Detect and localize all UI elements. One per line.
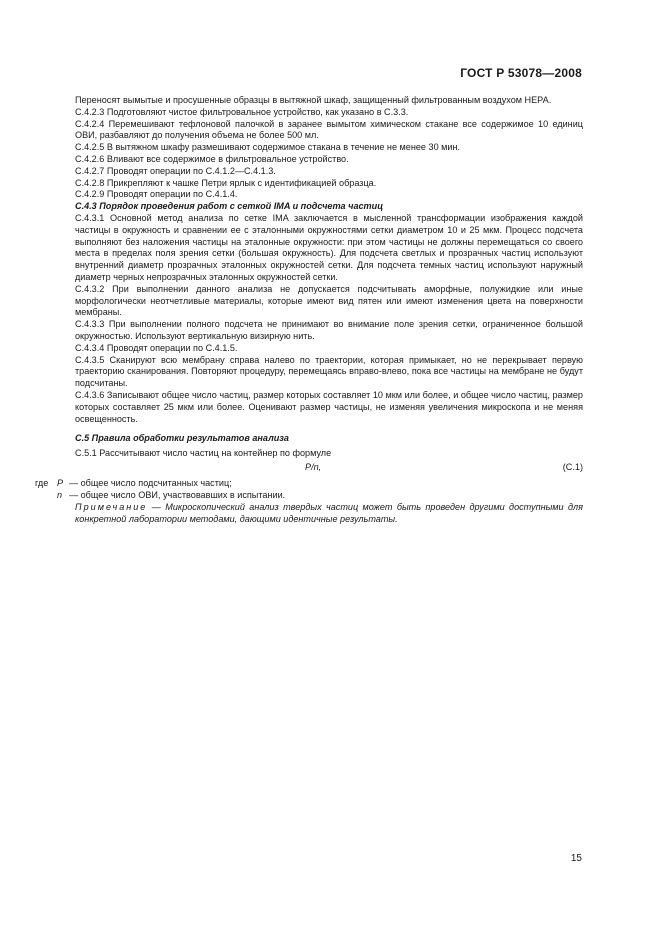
section-heading-c5: С.5 Правила обработки результатов анализа <box>75 433 289 444</box>
section-heading-c43: С.4.3 Порядок проведения работ с сеткой IMA и подсчета частиц <box>75 201 384 212</box>
paragraph-c423: С.4.2.3 Подготовляют чистое фильтровальное устройство, как указано в С.3.3. <box>75 106 409 117</box>
note-label: Примечание <box>75 501 148 512</box>
page-number: 15 <box>570 853 582 864</box>
paragraph-c429: С.4.2.9 Проводят операции по С.4.1.4. <box>75 189 238 200</box>
formula-legend <box>35 477 583 502</box>
legend-text-p: — общее число подсчитанных частиц; <box>69 477 232 488</box>
legend-row-p <box>35 477 583 490</box>
note-paragraph <box>75 502 583 526</box>
legend-text-n: — общее число ОВИ, участвовавших в испытании. <box>69 489 286 500</box>
paragraph-c436: С.4.3.6 Записывают общее число частиц, размер которых составляет 10 мкм или более, и общее число частиц, размер которых составляет 25 мкм или более. Оценивают размер частицы, не изменяя увеличения микроскопа и не меняя освещенность. <box>75 389 583 424</box>
formula-number: (С.1) <box>562 461 583 472</box>
document-header-id: ГОСТ Р 53078—2008 <box>460 66 582 80</box>
paragraph-c425: С.4.2.5 В вытяжном шкафу размешивают содержимое стакана в течение не менее 30 мин. <box>75 142 461 153</box>
paragraph-c435: С.4.3.5 Сканируют всю мембрану справа налево по траектории, которая примыкает, но не перекрывает первую траекторию сканирования. Повторяют процедуру, перемещаясь вправо-влево, пока все частицы на мембране не будут подсчитаны. <box>75 354 583 389</box>
paragraph-c432: С.4.3.2 При выполнении данного анализа не допускается подсчитывать аморфные, полужидкие или иные морфологически неотчетливые материалы, которые имеют вид пятен или имеют изменения цвета на поверхности мембраны. <box>75 283 583 318</box>
legend-prefix: где <box>35 477 49 488</box>
formula-expression: P/n, <box>305 461 322 472</box>
paragraph-c428: С.4.2.8 Прикрепляют к чашке Петри ярлык с идентификацией образца. <box>75 177 377 188</box>
paragraph-c431: С.4.3.1 Основной метод анализа по сетке IMA заключается в мысленной трансформации изображения каждой частицы в окружность и сравнении ее с эталонными окружностями сетки диаметром 10 и 25 мкм. Процесс подсчета выполняют без наложения частицы на эталонные окружности: при этом частицы не должны перемещаться со своего места в пределах поля зрения сетки (большая окружность). Для подсчета светлых и прозрачных частиц используют внутренний диаметр прозрачных эталонных окружностей сетки. Для подсчета темных частиц используют наружный диаметр черных непрозрачных эталонных окружностей сетки. <box>75 212 583 282</box>
paragraph-c424: С.4.2.4 Перемешивают тефлоновой палочкой в заранее вымытом химическом стакане все содержимое 10 единиц ОВИ, разбавляют до получения объема не более 500 мл. <box>75 118 583 141</box>
paragraph-c433: С.4.3.3 При выполнении полного подсчета не принимают во внимание поле зрения сетки, ограниченное большой окружностью. Используют вертикальную визирную нить. <box>75 319 583 341</box>
document-body <box>35 95 584 526</box>
paragraph-c426: С.4.2.6 Вливают все содержимое в фильтровальное устройство. <box>75 153 349 164</box>
paragraph-intro: Переносят вымытые и просушенные образцы в вытяжной шкаф, защищенный фильтрованным воздухом НЕРА. <box>75 95 552 105</box>
legend-symbol-n: n <box>57 489 63 500</box>
paragraph-c427: С.4.2.7 Проводят операции по С.4.1.2—С.4.1.3. <box>75 165 276 176</box>
legend-symbol-p: P <box>57 477 64 488</box>
legend-row-n <box>57 489 583 502</box>
paragraph-c434: С.4.3.4 Проводят операции по С.4.1.5. <box>75 342 238 353</box>
formula-row <box>75 462 583 476</box>
note-text: — Микроскопический анализ твердых частиц может быть проведен другими доступными для конкретной лаборатории методами, дающими идентичные результаты. <box>75 501 584 524</box>
paragraph-c51: С.5.1 Рассчитывают число частиц на контейнер по формуле <box>75 448 332 459</box>
